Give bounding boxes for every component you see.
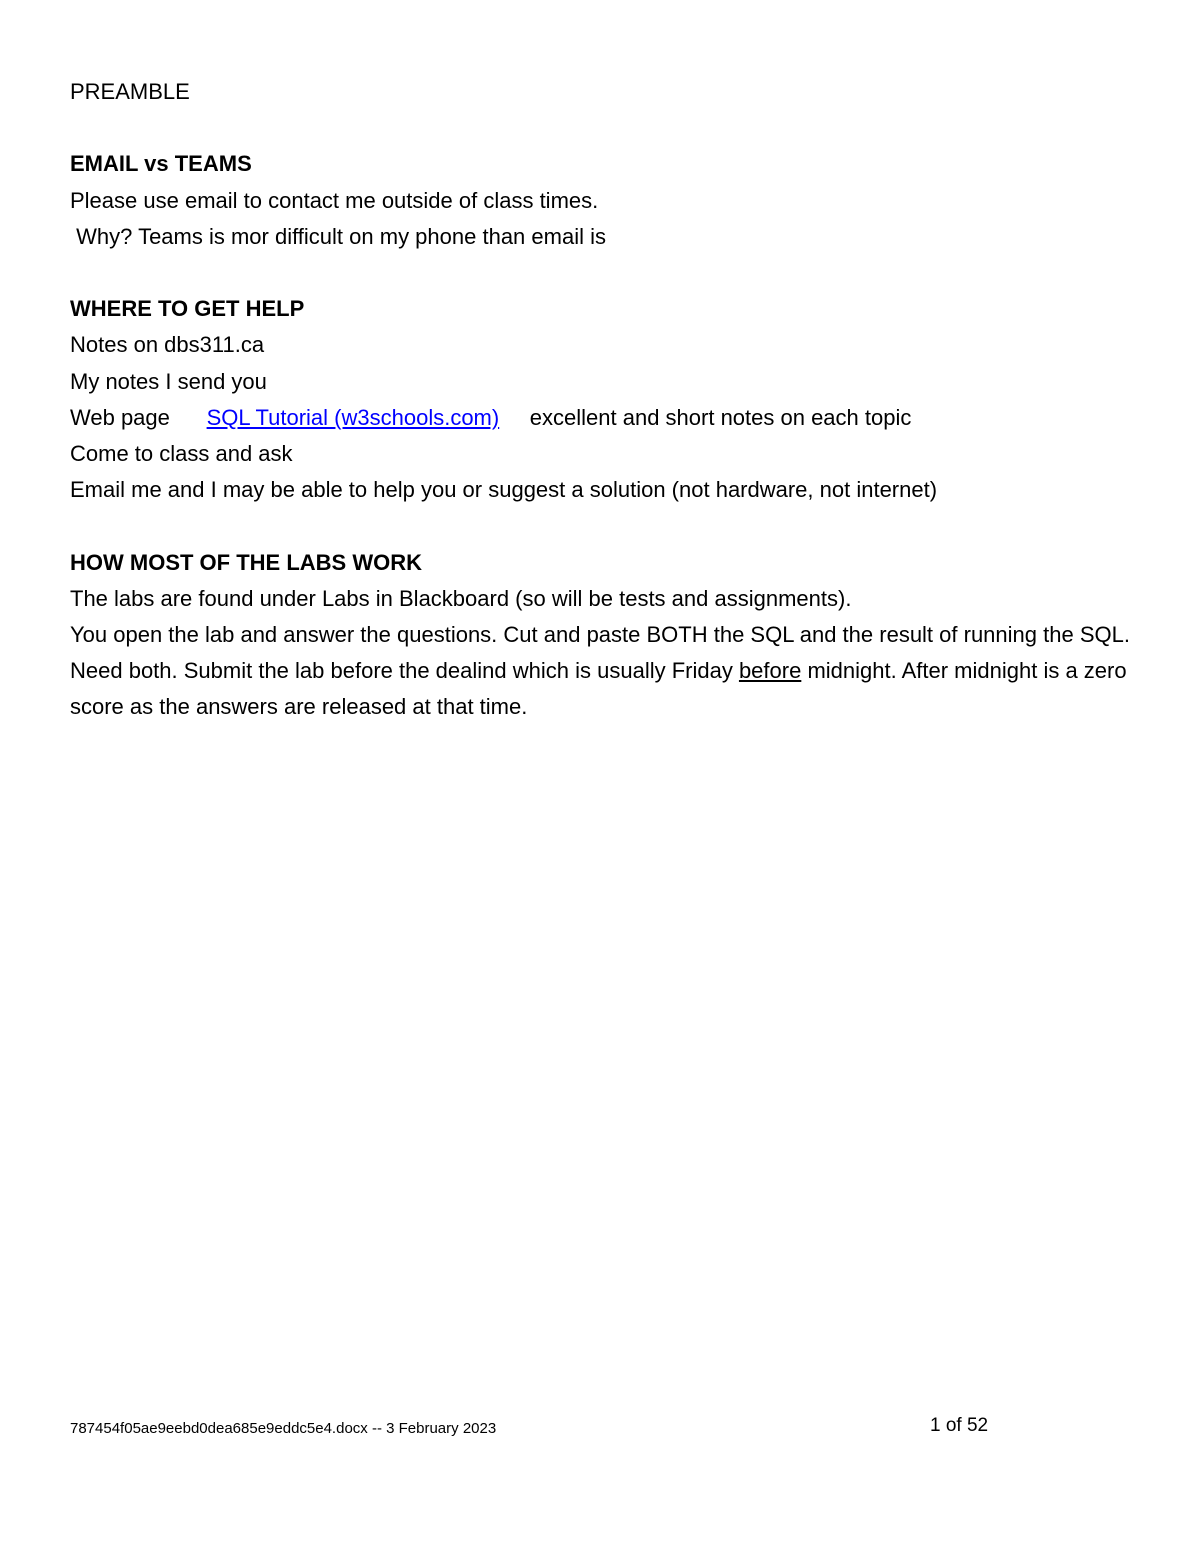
- my-notes-text: My notes I send you: [70, 368, 267, 394]
- labs-instructions-paragraph: [70, 617, 1130, 726]
- labs-work-heading: HOW MOST OF THE LABS WORK: [70, 549, 422, 575]
- document-body: [70, 74, 1130, 726]
- labs-instructions-part1: You open the lab and answer the questions. Cut and paste BOTH the SQL and the result of running the SQL. Need both. Submit the lab before the dealind which is usually Friday: [70, 622, 1130, 684]
- preamble-title: PREAMBLE: [70, 79, 190, 104]
- web-page-line: [70, 400, 1130, 436]
- notes-site-text: Notes on dbs311.ca: [70, 332, 265, 358]
- email-contact-text: Please use email to contact me outside of class times.: [70, 187, 599, 213]
- teams-reason-text: Why? Teams is mor difficult on my phone than email is: [70, 223, 606, 249]
- page-footer: [70, 1412, 1070, 1444]
- footer-filename-date: 787454f05ae9eebd0dea685e9eddc5e4.docx -- 3 February 2023: [70, 1420, 497, 1437]
- email-vs-teams-heading: EMAIL vs TEAMS: [70, 151, 252, 177]
- web-page-description: excellent and short notes on each topic: [529, 404, 912, 430]
- blank-line: [70, 508, 1130, 544]
- email-help-text: Email me and I may be able to help you or suggest a solution (not hardware, not internet): [70, 477, 938, 503]
- before-underlined-word: before: [738, 658, 802, 684]
- labs-location-text: The labs are found under Labs in Blackboard (so will be tests and assignments).: [70, 585, 852, 611]
- sql-tutorial-link[interactable]: SQL Tutorial (w3schools.com): [206, 404, 500, 430]
- where-to-get-help-heading: WHERE TO GET HELP: [70, 296, 305, 322]
- labs-instructions-part2: midnight. After midnight is a zero score as the answers are released at that time.: [70, 658, 1127, 720]
- footer-page-number: 1 of 52: [930, 1415, 989, 1436]
- web-page-label: Web page: [70, 404, 170, 430]
- blank-line: [70, 110, 1130, 146]
- come-to-class-text: Come to class and ask: [70, 441, 293, 466]
- blank-line: [70, 255, 1130, 291]
